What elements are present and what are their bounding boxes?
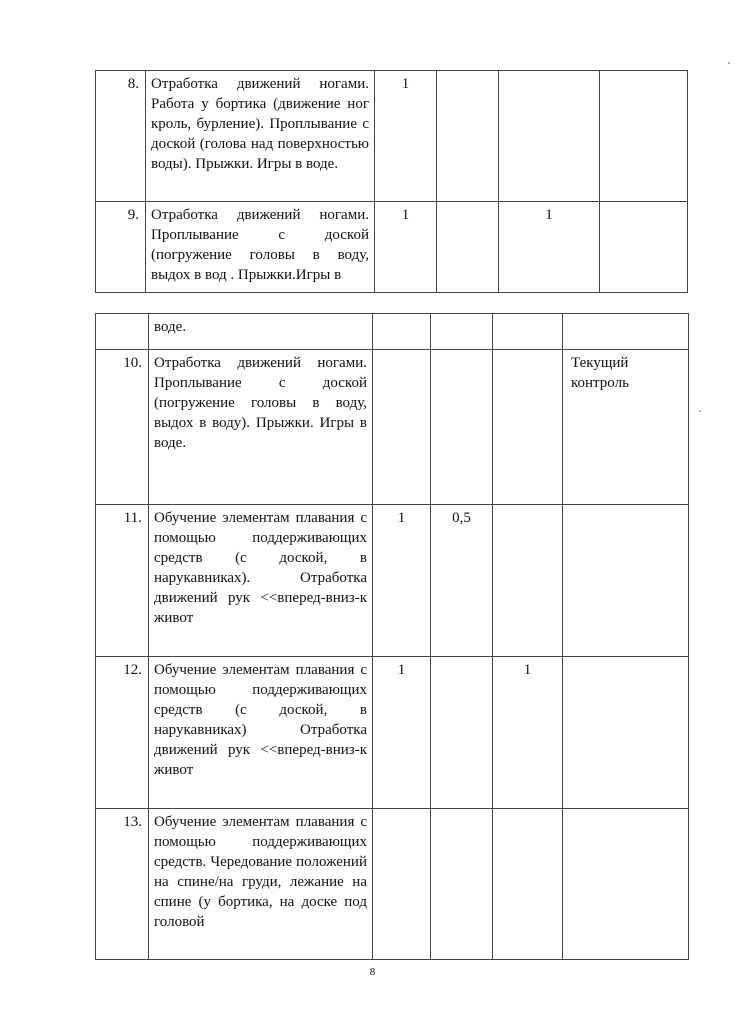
row-number: 10. [96,350,149,505]
hours-theory [431,809,493,960]
control-form [563,657,689,809]
hours-theory [437,202,499,293]
hours-theory [431,350,493,505]
table-row [96,314,689,350]
hours-practice [493,505,563,657]
hours-total: 1 [373,657,431,809]
control-form [563,314,689,350]
hours-practice [499,71,600,202]
hours-theory: 0,5 [431,505,493,657]
hours-practice: 1 [499,202,600,293]
lesson-topic: Отработка движений ногами. Проплывание с доской (погружение головы в воду, выдох в воду). Прыжки. Игры в воде. [149,350,373,505]
control-form [600,202,688,293]
row-number: 13. [96,809,149,960]
control-form [563,809,689,960]
lesson-plan-table-part2 [95,313,689,960]
row-number [96,314,149,350]
control-form [600,71,688,202]
row-number: 11. [96,505,149,657]
hours-theory [431,314,493,350]
lesson-topic: Обучение элементам плавания с помощью поддерживающих средств (с доской, в нарукавниках) Отработка движений рук <<вперед-вниз-к живот [149,657,373,809]
lesson-topic: Отработка движений ногами. Работа у бортика (движение ног кроль, бурление). Проплывание с доской (голова над поверхностью воды). Прыжки. Игры в воде. [146,71,375,202]
control-form: Текущий контроль [563,350,689,505]
row-number: 12. [96,657,149,809]
scan-speck [699,410,701,412]
hours-total: 1 [375,202,437,293]
lesson-topic: Обучение элементам плавания с помощью поддерживающих средств (с доской, в нарукавниках). Отработка движений рук <<вперед-вниз-к живот [149,505,373,657]
scan-speck [728,62,730,64]
hours-theory [431,657,493,809]
hours-theory [437,71,499,202]
table-row [96,657,689,809]
lesson-topic: Обучение элементам плавания с помощью поддерживающих средств. Чередование положений на спине/на груди, лежание на спине (у бортика, на доске под головой [149,809,373,960]
lesson-topic: Отработка движений ногами. Проплывание с доской (погружение головы в воду, выдох в вод . Прыжки.Игры в [146,202,375,293]
hours-practice [493,809,563,960]
hours-practice [493,350,563,505]
table-row [96,202,688,293]
control-form [563,505,689,657]
hours-total [373,350,431,505]
row-number: 8. [96,71,146,202]
lesson-plan-table-part1 [95,70,688,293]
hours-practice [493,314,563,350]
hours-total [373,809,431,960]
lesson-topic: воде. [149,314,373,350]
page-number: 8 [369,966,376,978]
table-row [96,350,689,505]
table-row [96,71,688,202]
table-row [96,505,689,657]
hours-total: 1 [375,71,437,202]
hours-practice: 1 [493,657,563,809]
hours-total [373,314,431,350]
row-number: 9. [96,202,146,293]
hours-total: 1 [373,505,431,657]
table-row [96,809,689,960]
